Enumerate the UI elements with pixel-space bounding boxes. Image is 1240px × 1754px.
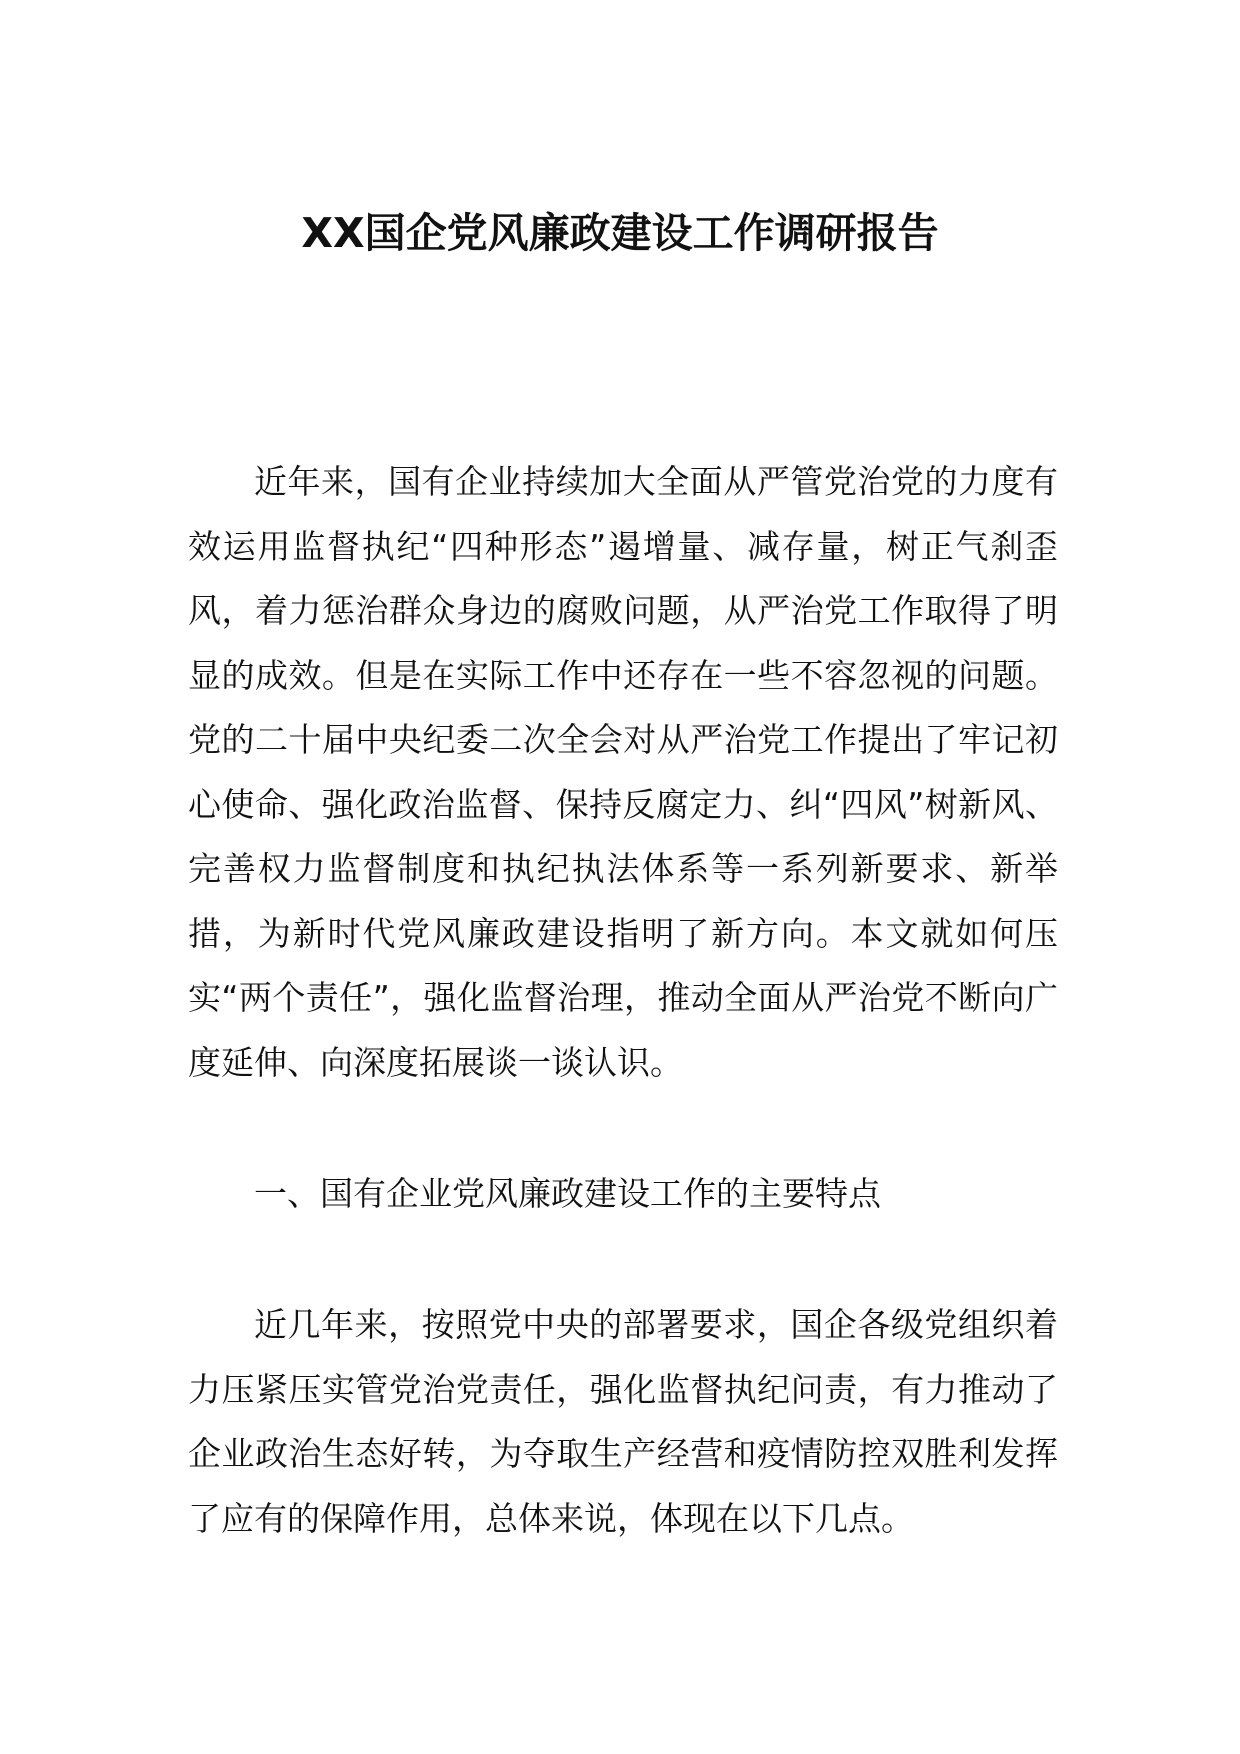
intro-paragraph: 近年来，国有企业持续加大全面从严管党治党的力度有效运用监督执纪“四种形态”遏增量、减存量，树正气刹歪风，着力惩治群众身边的腐败问题，从严治党工作取得了明显的成效。但是在实际工作中还存在一些不容忽视的问题。党的二十届中央纪委二次全会对从严治党工作提出了牢记初心使命、强化政治监督、保持反腐定力、纠“四风”树新风、完善权力监督制度和执纪执法体系等一系列新要求、新举措，为新时代党风廉政建设指明了新方向。本文就如何压实“两个责任”，强化监督治理，推动全面从严治党不断向广度延伸、向深度拓展谈一谈认识。 [188,462,1058,1082]
section-paragraph: 近几年来，按照党中央的部署要求，国企各级党组织着力压紧压实管党治党责任，强化监督执纪问责，有力推动了企业政治生态好转，为夺取生产经营和疫情防控双胜利发挥了应有的保障作用，总体来说，体现在以下几点。 [188,1305,1058,1538]
document-title: XX国企党风廉政建设工作调研报告 [301,209,939,257]
section-heading: 一、国有企业党风廉政建设工作的主要特点 [254,1174,881,1213]
